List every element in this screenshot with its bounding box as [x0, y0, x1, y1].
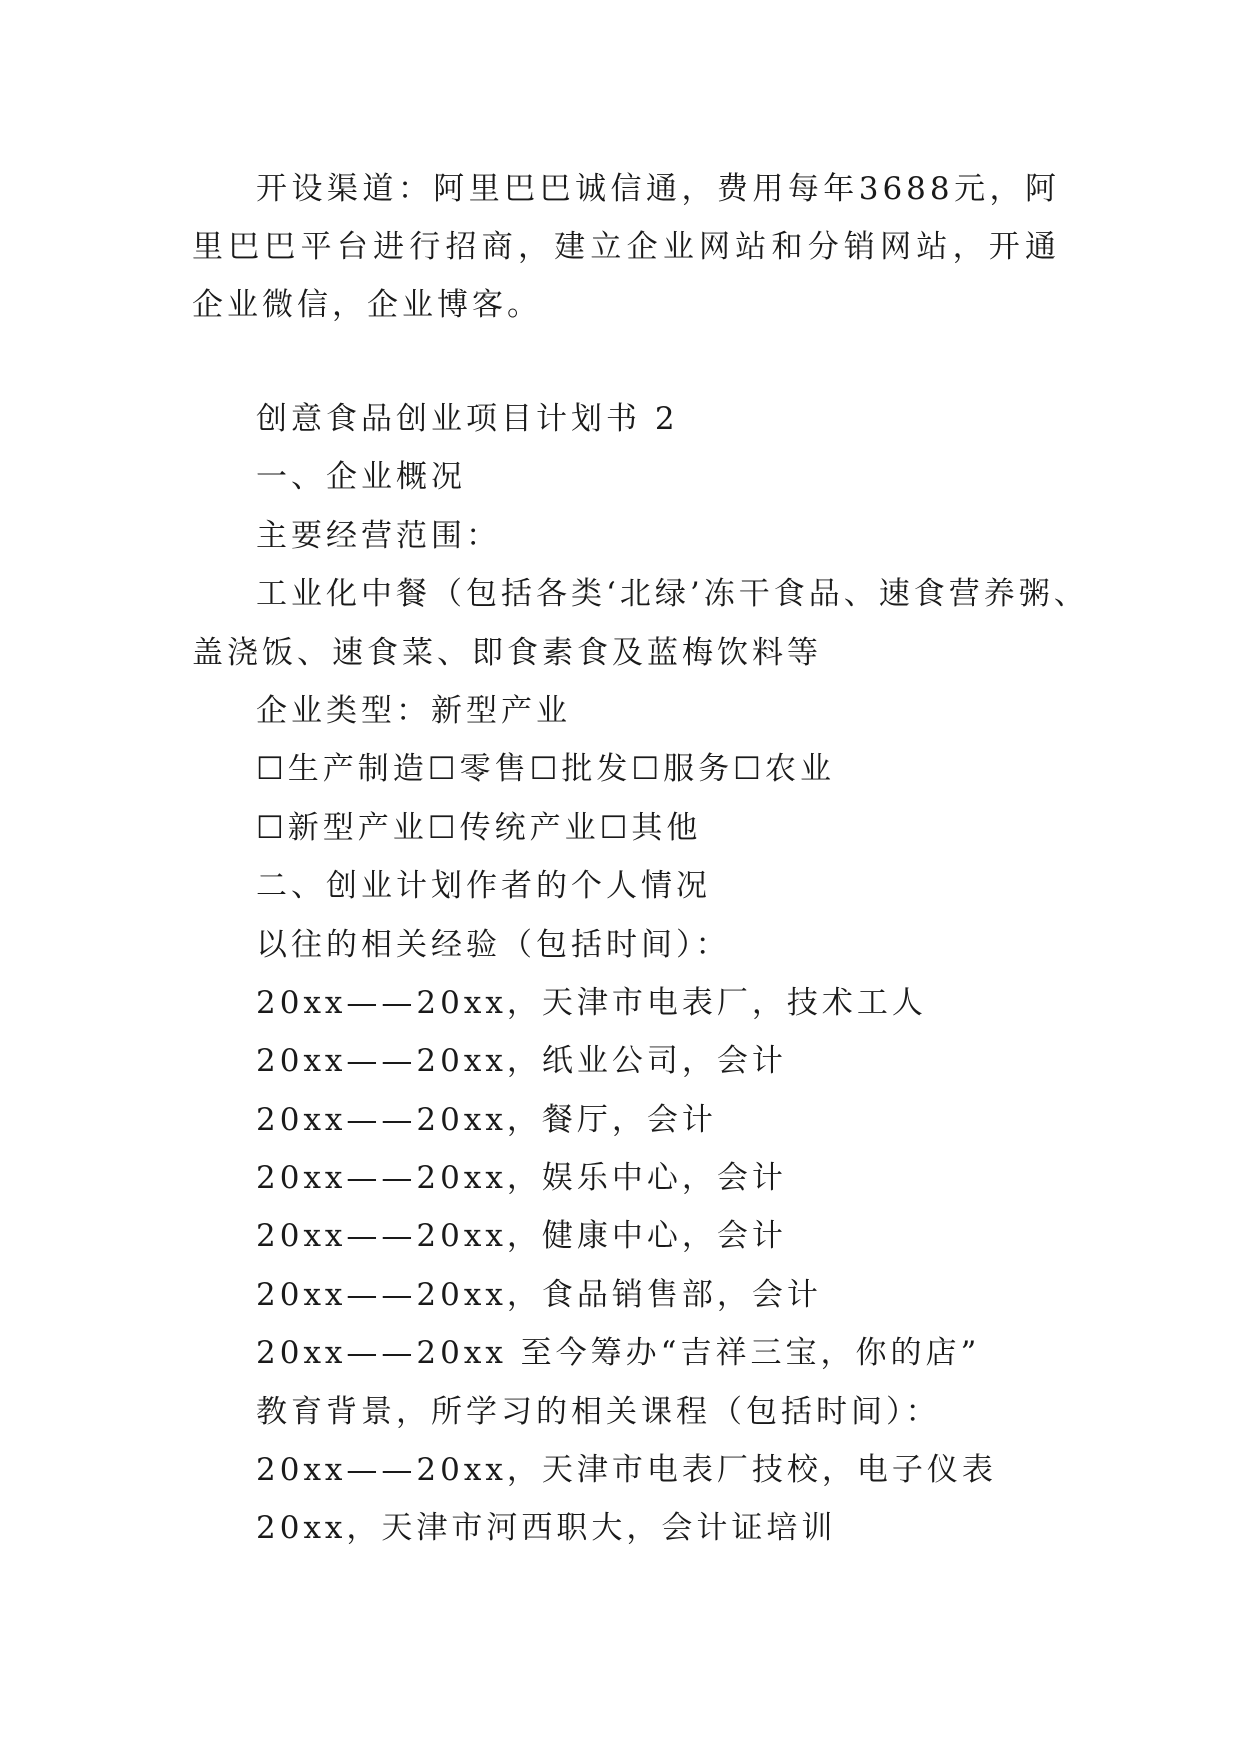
experience-label: 以往的相关经验（包括时间）： — [256, 926, 731, 963]
experience-item: 20xx——20xx，健康中心，会计 — [256, 1218, 787, 1255]
business-scope-label: 主要经营范围： — [256, 517, 501, 554]
education-item: 20xx——20xx，天津市电表厂技校，电子仪表 — [256, 1452, 997, 1489]
experience-item: 20xx——20xx，天津市电表厂，技术工人 — [256, 984, 927, 1021]
experience-item: 20xx——20xx，食品销售部，会计 — [256, 1276, 822, 1313]
education-label: 教育背景，所学习的相关课程（包括时间）： — [256, 1393, 941, 1430]
section-title: 创意食品创业项目计划书 2 — [256, 401, 679, 437]
experience-item: 20xx——20xx 至今筹办“吉祥三宝，你的店” — [256, 1335, 981, 1372]
heading-author-info: 二、创业计划作者的个人情况 — [256, 868, 711, 905]
experience-item: 20xx——20xx，娱乐中心，会计 — [256, 1160, 787, 1197]
company-type-options-2: ☐新型产业☐传统产业☐其他 — [256, 809, 702, 846]
experience-item: 20xx——20xx，纸业公司，会计 — [256, 1043, 787, 1080]
experience-item: 20xx——20xx，餐厅，会计 — [256, 1101, 717, 1138]
plan-section — [192, 390, 1089, 1558]
education-item: 20xx，天津市河西职大，会计证培训 — [256, 1510, 837, 1547]
intro-paragraph: 开设渠道：阿里巴巴诚信通，费用每年3688元，阿里巴巴平台进行招商，建立企业网站和分销网站，开通企业微信，企业博客。 — [192, 171, 1060, 323]
company-type-options-1: ☐生产制造☐零售☐批发☐服务☐农业 — [256, 751, 835, 788]
business-scope-line-1: 工业化中餐（包括各类‘北绿’冻干食品、速食营养粥、 — [256, 576, 1089, 613]
company-type-label: 企业类型：新型产业 — [256, 692, 571, 729]
heading-company-overview: 一、企业概况 — [256, 459, 466, 496]
business-scope-line-2: 盖浇饭、速食菜、即食素食及蓝梅饮料等 — [192, 634, 822, 671]
